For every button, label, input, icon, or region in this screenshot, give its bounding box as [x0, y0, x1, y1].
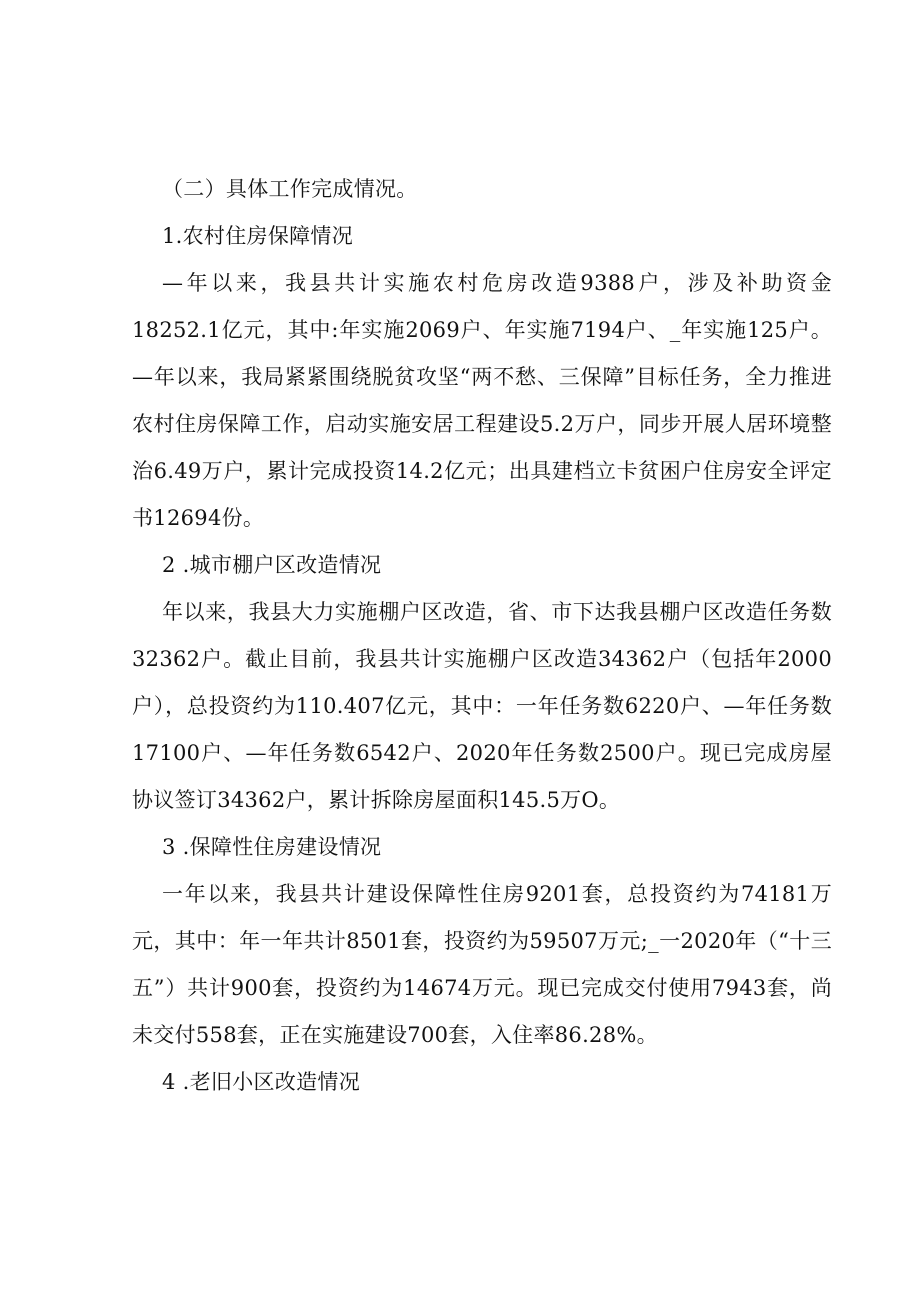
item-heading-old-community: 4 .老旧小区改造情况 [162, 1070, 361, 1094]
item-paragraph-shantytown: 年以来，我县大力实施棚户区改造，省、市下达我县棚户区改造任务数32362户。截止目前，我县共计实施棚户区改造34362户（包括年2000户），总投资约为110.407亿元，其中：一年任务数6220户、—年任务数17100户、—年任务数6542户、2020年任务数2500户。现已完成房屋协议签订34362户，累计拆除房屋面积145.5万O。 [132, 600, 832, 812]
section-heading: （二）具体工作完成情况。 [162, 177, 418, 201]
item-heading-rural-housing: 1.农村住房保障情况 [162, 224, 354, 248]
item-paragraph-affordable-housing: 一年以来，我县共计建设保障性住房9201套，总投资约为74181万元，其中：年一年共计8501套，投资约为59507万元;_一2020年（“十三五”）共计900套，投资约为14674万元。现已完成交付使用7943套，尚未交付558套，正在实施建设700套，入住率86.28%。 [132, 882, 832, 1047]
item-paragraph-rural-housing: —年以来，我县共计实施农村危房改造9388户，涉及补助资金18252.1亿元，其中:年实施2069户、年实施7194户、_年实施125户。—年以来，我局紧紧围绕脱贫攻坚“两不愁、三保障”目标任务，全力推进农村住房保障工作，启动实施安居工程建设5.2万户，同步开展人居环境整治6.49万户，累计完成投资14.2亿元；出具建档立卡贫困户住房安全评定书12694份。 [132, 271, 832, 530]
document-body [132, 166, 832, 1106]
item-heading-affordable-housing: 3 .保障性住房建设情况 [162, 835, 382, 859]
item-heading-shantytown: 2 .城市棚户区改造情况 [162, 553, 382, 577]
